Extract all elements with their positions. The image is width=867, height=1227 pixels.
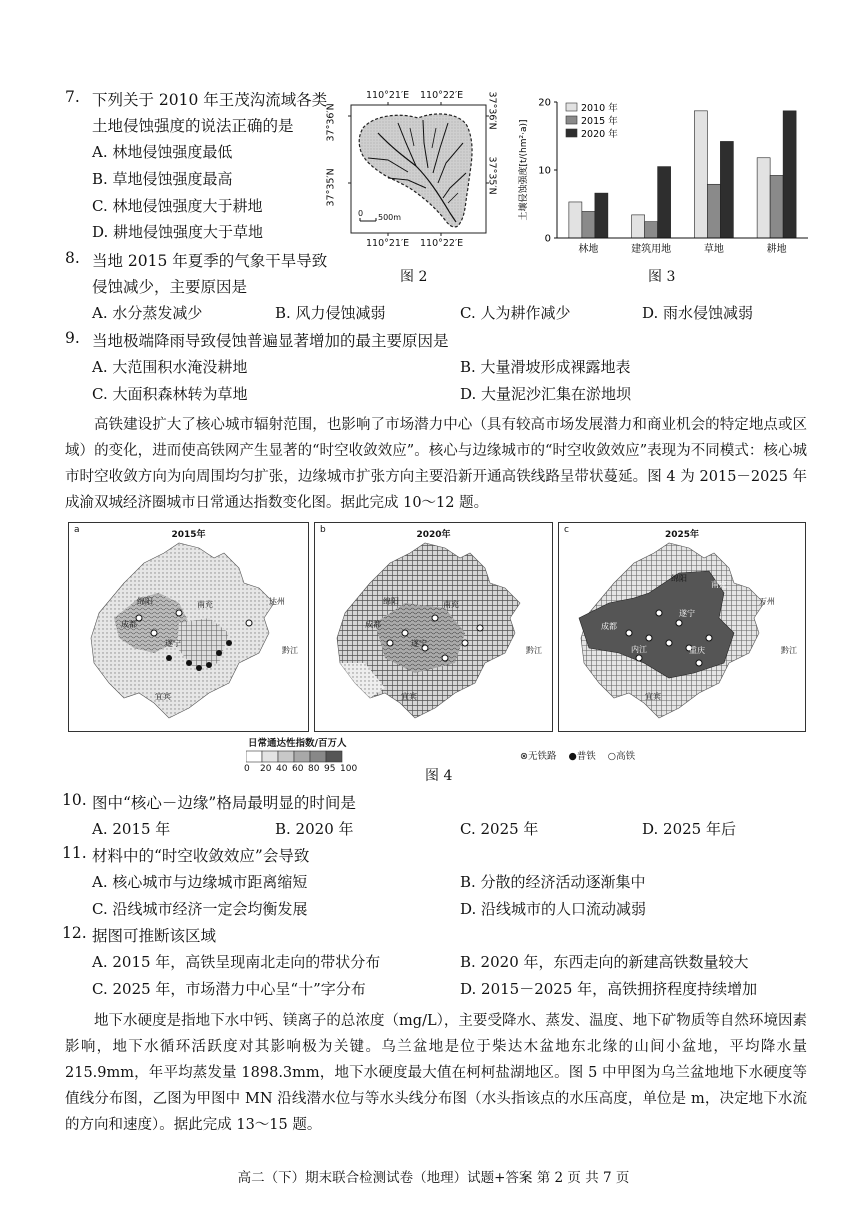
city-label: 黔江 xyxy=(282,646,298,655)
y-tick-label: 0 xyxy=(544,233,551,245)
legend-tick: 20 xyxy=(260,764,272,774)
q9-number: 9. xyxy=(65,329,80,347)
q12-number: 12. xyxy=(62,924,87,942)
q8-option-b: B. 风力侵蚀减弱 xyxy=(275,304,386,322)
q11-option-b: B. 分散的经济活动逐渐集中 xyxy=(460,873,646,891)
q10-option-a: A. 2015 年 xyxy=(92,820,171,838)
legend-label-2020: 2020 年 xyxy=(581,129,618,140)
q10-stem: 图中“核心－边缘”格局最明显的时间是 xyxy=(92,794,356,812)
city-label: 成都 xyxy=(365,620,381,629)
map-panel-2020 xyxy=(314,522,553,732)
bar-0-0 xyxy=(569,202,582,238)
accessibility-legend-title: 日常通达性指数/百万人 xyxy=(248,738,347,749)
city-label: 绵阳 xyxy=(671,574,687,583)
bar-0-1 xyxy=(582,211,595,238)
city-label: 成都 xyxy=(601,622,617,631)
city-label: 遂宁 xyxy=(165,639,181,648)
map-panel-2025 xyxy=(558,522,806,732)
panel-year-2025: 2025年 xyxy=(664,530,700,540)
city-label: 重庆 xyxy=(689,646,705,655)
y-tick-label: 10 xyxy=(538,165,551,177)
panel-letter-c: c xyxy=(564,525,569,535)
city-label: 达州 xyxy=(269,597,285,606)
legend-label-2010: 2010 年 xyxy=(581,103,618,114)
q12-option-c: C. 2025 年，市场潜力中心呈“十”字分布 xyxy=(92,980,366,998)
legend-scale-svg xyxy=(246,750,358,763)
q9-option-d: D. 大量泥沙汇集在淤地坝 xyxy=(460,385,632,403)
city-label: 绵阳 xyxy=(137,597,153,606)
q8-option-c: C. 人为耕作减少 xyxy=(460,304,571,322)
q11-option-d: D. 沿线城市的人口流动减弱 xyxy=(460,900,647,918)
legend-tick: 80 xyxy=(308,764,320,774)
q8-stem-line1: 当地 2015 年夏季的气象干旱导致 xyxy=(92,252,328,270)
map-lon-top-2: 110°22′E xyxy=(420,90,464,101)
map-lat-right-1: 37°36′N xyxy=(486,91,498,130)
normal-rail-legend-item xyxy=(568,748,595,762)
q9-stem: 当地极端降雨导致侵蚀普遍显著增加的最主要原因是 xyxy=(92,332,449,350)
q12-stem: 据图可推断该区域 xyxy=(92,927,217,945)
bar-2-0 xyxy=(694,111,707,238)
city-label: 宜宾 xyxy=(155,692,171,701)
figure-2-caption: 图 2 xyxy=(400,269,428,285)
q12-option-b: B. 2020 年，东西走向的新建高铁数量较大 xyxy=(460,953,749,971)
city-label: 黔江 xyxy=(526,646,542,655)
x-tick-label: 林地 xyxy=(578,244,599,255)
high-speed-rail-label: 高铁 xyxy=(616,751,636,762)
no-rail-label: 无铁路 xyxy=(527,751,557,762)
legend-tick: 60 xyxy=(292,764,304,774)
legend-swatch-2020 xyxy=(566,129,577,137)
figure-4-maps xyxy=(68,522,808,734)
map-lat-right-2: 37°35′N xyxy=(486,156,498,195)
city-label: 遂宁 xyxy=(679,609,695,618)
no-rail-icon: ⊗ xyxy=(520,751,528,762)
city-label: 内江 xyxy=(631,645,647,654)
figure-4-caption: 图 4 xyxy=(425,768,453,784)
city-label: 宜宾 xyxy=(645,692,661,701)
bar-3-0 xyxy=(757,158,770,238)
q8-stem-line2: 侵蚀减少，主要原因是 xyxy=(92,278,248,296)
legend-tick: 0 xyxy=(244,764,250,774)
map-scale-label: 500m xyxy=(378,213,402,222)
city-label: 绵阳 xyxy=(383,597,399,606)
page-footer: 高二（下）期末联合检测试卷（地理）试题+答案 第 2 页 共 7 页 xyxy=(237,1170,630,1186)
chart-legend xyxy=(566,102,618,140)
figure-2-map xyxy=(325,88,506,260)
x-tick-label: 耕地 xyxy=(766,244,787,255)
q9-option-a: A. 大范围积水淹没耕地 xyxy=(92,358,248,376)
city-label: 南充 xyxy=(711,580,727,589)
q8-option-a: A. 水分蒸发减少 xyxy=(92,304,203,322)
q9-option-c: C. 大面积森林转为草地 xyxy=(92,385,248,403)
q11-option-c: C. 沿线城市经济一定会均衡发展 xyxy=(92,900,308,918)
q7-stem-line1: 下列关于 2010 年王茂沟流域各类 xyxy=(92,91,328,109)
watershed-map-svg xyxy=(325,88,506,260)
panel-year-2020: 2020年 xyxy=(416,530,451,540)
q12-option-d: D. 2015－2025 年，高铁拥挤程度持续增加 xyxy=(460,980,758,998)
map-lon-top-1: 110°21′E xyxy=(366,90,410,101)
panel-year-2015: 2015年 xyxy=(171,530,206,540)
x-tick-label: 草地 xyxy=(703,244,724,255)
x-tick-label: 建筑用地 xyxy=(631,244,672,255)
figure-3-caption: 图 3 xyxy=(648,269,676,285)
normal-rail-icon: ● xyxy=(568,751,577,762)
legend-swatch-2010 xyxy=(566,103,577,111)
q8-number: 8. xyxy=(65,249,80,267)
q11-stem: 材料中的“时空收敛效应”会导致 xyxy=(92,847,310,865)
bar-3-2 xyxy=(783,111,796,238)
q8-option-d: D. 雨水侵蚀减弱 xyxy=(642,304,754,322)
high-speed-rail-icon: ○ xyxy=(607,751,617,762)
legend-label-2015: 2015 年 xyxy=(581,116,618,127)
legend-tick: 95 xyxy=(324,764,336,774)
map-lat-left-1: 37°36′N xyxy=(325,103,337,142)
material-paragraph-2: 地下水硬度是指地下水中钙、镁离子的总浓度（mg/L），主要受降水、蒸发、温度、地下矿物质等自然环境因素影响，地下水循环活跃度对其影响极为关键。乌兰盆地是位于柴达木盆地东北缘的山间小盆地，平均降水量 215.9mm，年平均蒸发量 1898.3mm，地下水硬度最大值在柯柯盐湖地区。图 5 中甲图为乌兰盆地地下水硬度等值线分布图，乙图为甲图中 MN 沿线潜水位与等水头线分布图（水头指该点的水压高度，单位是 m，决定地下水流的方向和速度）。据此完成 13～15 题。 xyxy=(65,1013,807,1133)
bar-2-2 xyxy=(720,141,733,238)
normal-rail-label: 普铁 xyxy=(576,751,596,762)
region-map-2020 xyxy=(315,523,552,731)
panel-letter-a: a xyxy=(74,525,80,535)
legend-tick: 100 xyxy=(340,764,358,774)
map-lat-left-2: 37°35′N xyxy=(325,168,337,207)
q10-number: 10. xyxy=(62,791,87,809)
q9-option-b: B. 大量滑坡形成裸露地表 xyxy=(460,358,631,376)
y-tick-label: 20 xyxy=(538,97,551,109)
bar-0-2 xyxy=(595,193,608,238)
q10-option-b: B. 2020 年 xyxy=(275,820,354,838)
bar-2-1 xyxy=(707,184,720,238)
material-paragraph-1: 高铁建设扩大了核心城市辐射范围，也影响了市场潜力中心（具有较高市场发展潜力和商业机会的特定地点或区域）的变化，进而使高铁网产生显著的“时空收敛效应”。核心与边缘城市的“时空收敛效应”表现为不同模式：核心城市时空收敛方向为向周围均匀扩张，边缘城市扩张方向主要沿新开通高铁线路呈带状蔓延。图 4 为 2015－2025 年成渝双城经济圈城市日常通达指数变化图。据此完成 10～12 题。 xyxy=(65,417,807,511)
bar-1-0 xyxy=(632,215,645,238)
q7-option-c: C. 林地侵蚀强度大于耕地 xyxy=(92,197,263,215)
legend-swatch-2015 xyxy=(566,116,577,124)
map-scale-zero: 0 xyxy=(358,209,364,218)
q7-number: 7. xyxy=(65,88,80,106)
bar-1-1 xyxy=(645,222,658,238)
q10-option-c: C. 2025 年 xyxy=(460,820,539,838)
city-label: 南充 xyxy=(197,600,213,609)
bar-1-2 xyxy=(658,167,671,238)
accessibility-legend-bar xyxy=(246,749,358,762)
city-label: 宜宾 xyxy=(401,692,417,701)
map-lon-bottom-2: 110°22′E xyxy=(420,238,464,249)
q7-stem-line2: 土地侵蚀强度的说法正确的是 xyxy=(92,117,294,135)
map-lon-bottom-1: 110°21′E xyxy=(366,238,410,249)
q7-option-d: D. 耕地侵蚀强度大于草地 xyxy=(92,223,264,241)
q12-option-a: A. 2015 年，高铁呈现南北走向的带状分布 xyxy=(92,953,381,971)
city-label: 黔江 xyxy=(781,646,797,655)
bar-3-1 xyxy=(770,175,783,238)
city-label: 南充 xyxy=(443,600,459,609)
q11-number: 11. xyxy=(62,844,87,862)
q11-option-a: A. 核心城市与边缘城市距离缩短 xyxy=(92,873,308,891)
legend-tick: 40 xyxy=(276,764,288,774)
map-panel-2015 xyxy=(68,522,309,732)
q7-option-a: A. 林地侵蚀强度最低 xyxy=(92,143,233,161)
figure-3-chart xyxy=(512,90,812,262)
city-label: 成都 xyxy=(121,620,137,629)
region-map-2025 xyxy=(559,523,805,731)
q7-option-b: B. 草地侵蚀强度最高 xyxy=(92,170,233,188)
city-label: 遂宁 xyxy=(411,639,427,648)
panel-letter-b: b xyxy=(320,525,326,535)
y-axis-label: 土壤侵蚀强度[t/(hm²·a)] xyxy=(519,119,529,221)
q10-option-d: D. 2025 年后 xyxy=(642,820,736,838)
region-map-2015 xyxy=(69,523,308,731)
rail-legend xyxy=(520,748,635,762)
erosion-bar-chart xyxy=(512,90,812,262)
city-label: 万州 xyxy=(759,597,775,606)
high-speed-rail-legend-item xyxy=(608,748,635,762)
no-rail-legend-item xyxy=(520,748,556,762)
